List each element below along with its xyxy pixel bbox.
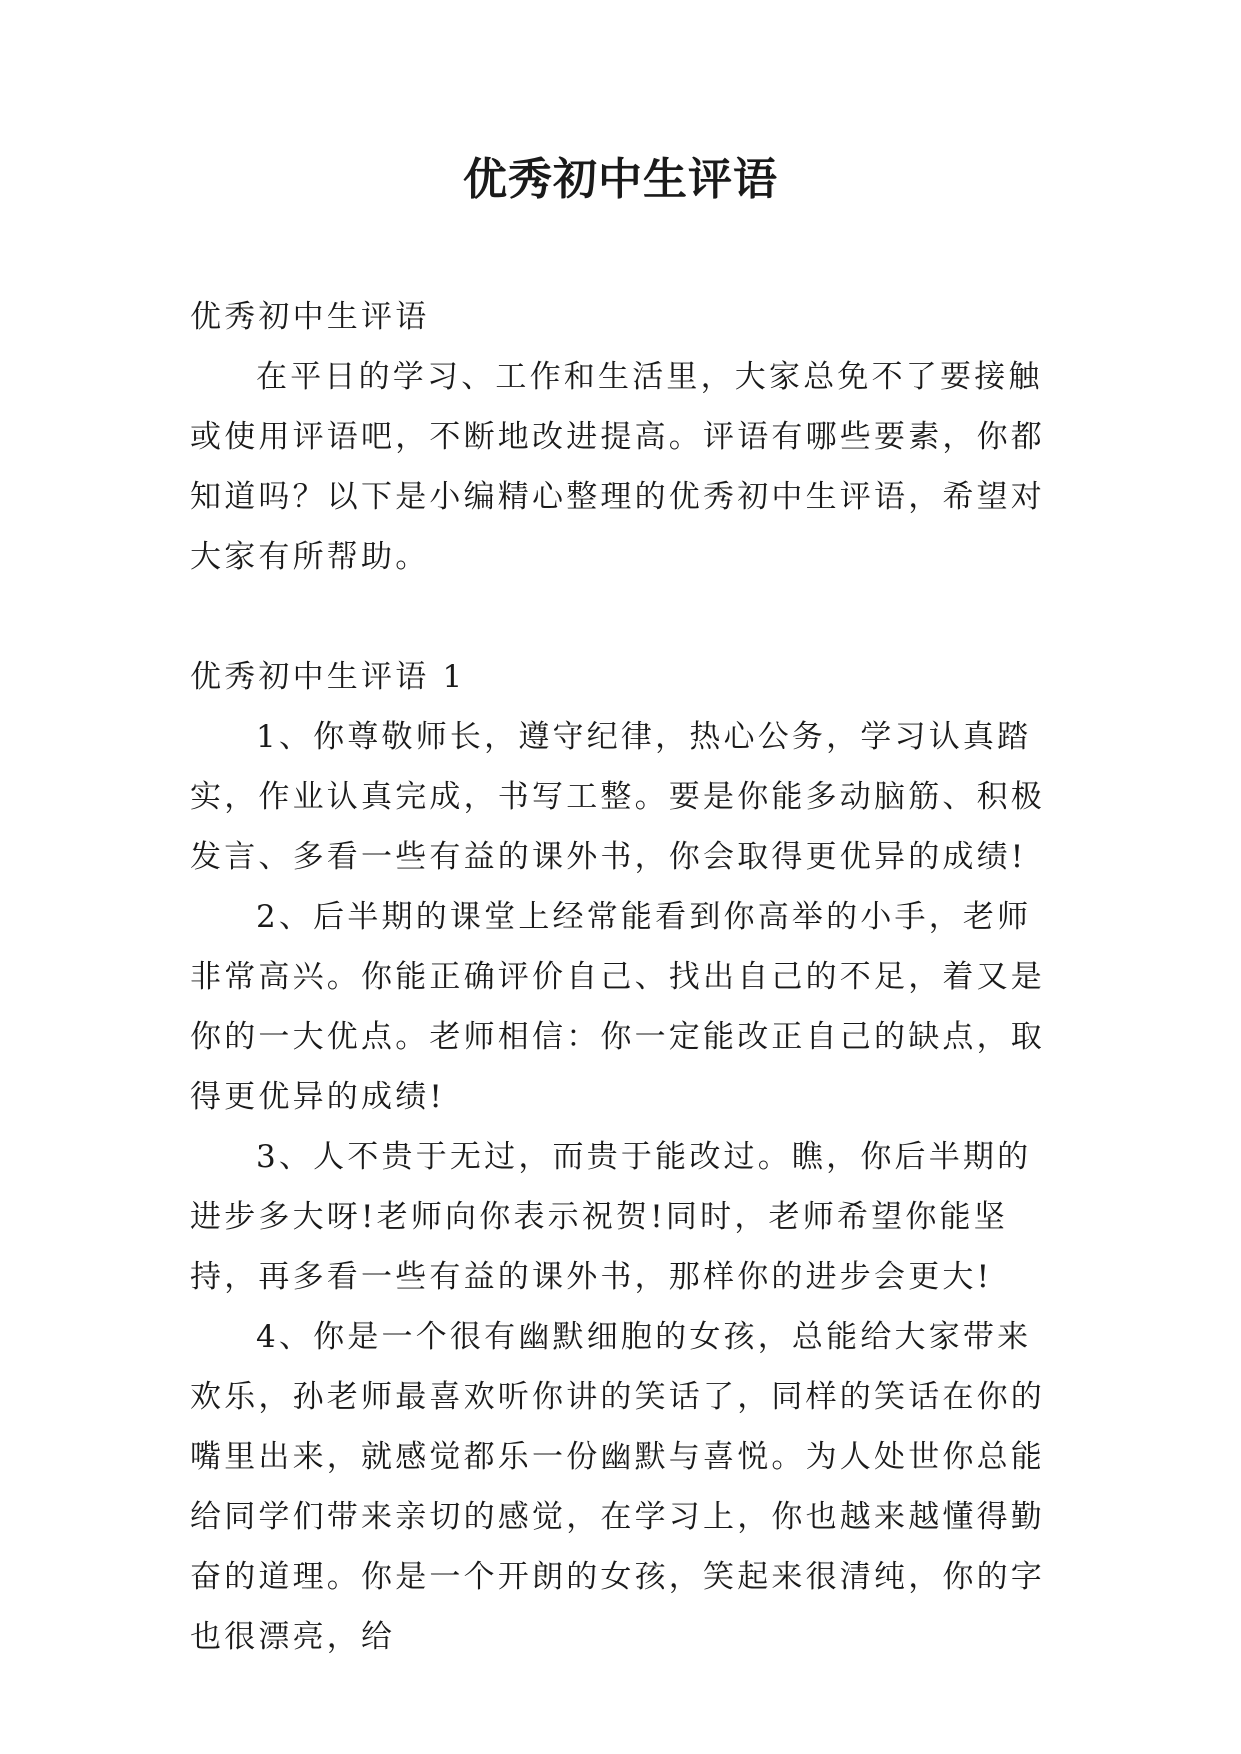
document-title: 优秀初中生评语 <box>463 154 778 205</box>
document-subtitle: 优秀初中生评语 <box>190 299 430 335</box>
section-heading: 优秀初中生评语 1 <box>190 659 466 695</box>
comment-paragraph: 4、你是一个很有幽默细胞的女孩，总能给大家带来欢乐，孙老师最喜欢听你讲的笑话了，同样的笑话在你的嘴里出来，就感觉都乐一份幽默与喜悦。为人处世你总能给同学们带来亲切的感觉，在学习上，你也越来越懂得勤奋的道理。你是一个开朗的女孩，笑起来很清纯，你的字也很漂亮，给 <box>190 1319 1045 1655</box>
paragraph-spacer <box>190 587 1060 647</box>
intro-paragraph: 在平日的学习、工作和生活里，大家总免不了要接触或使用评语吧，不断地改进提高。评语有哪些要素，你都知道吗？以下是小编精心整理的优秀初中生评语，希望对大家有所帮助。 <box>190 359 1045 575</box>
document-body <box>190 287 1060 1667</box>
comment-paragraph: 1、你尊敬师长，遵守纪律，热心公务，学习认真踏实，作业认真完成，书写工整。要是你能多动脑筋、积极发言、多看一些有益的课外书，你会取得更优异的成绩! <box>190 719 1045 875</box>
comment-paragraph: 2、后半期的课堂上经常能看到你高举的小手，老师非常高兴。你能正确评价自己、找出自己的不足，着又是你的一大优点。老师相信：你一定能改正自己的缺点，取得更优异的成绩! <box>190 899 1045 1115</box>
comment-paragraph: 3、人不贵于无过，而贵于能改过。瞧，你后半期的进步多大呀!老师向你表示祝贺!同时，老师希望你能坚持，再多看一些有益的课外书，那样你的进步会更大! <box>190 1139 1032 1295</box>
